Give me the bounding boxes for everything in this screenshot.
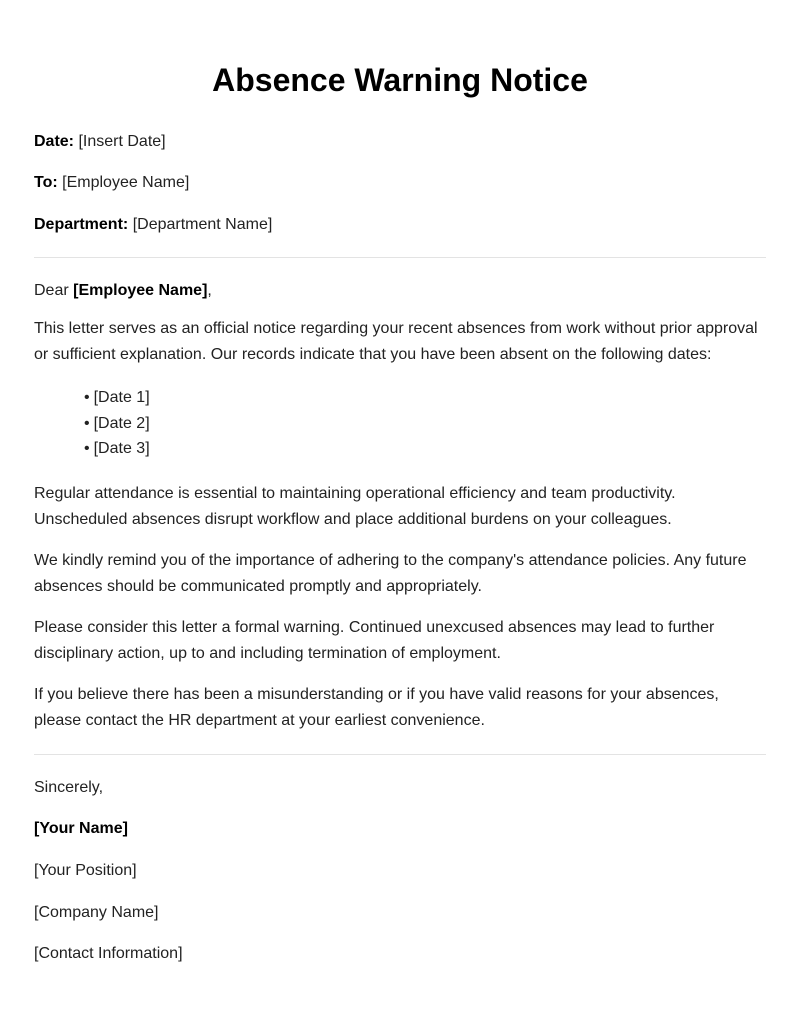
- bullet-icon: •: [84, 389, 90, 406]
- bullet-icon: •: [84, 414, 90, 432]
- signature-closing: Sincerely,: [34, 778, 104, 796]
- signature-company: [Company Name]: [34, 903, 159, 921]
- list-item: [84, 436, 766, 462]
- signature-contact: [Contact Information]: [34, 944, 183, 962]
- salutation-name: [Employee Name]: [73, 282, 208, 299]
- list-item: [84, 411, 766, 437]
- salutation: [34, 281, 766, 301]
- body-paragraph: If you believe there has been a misunderstanding or if you have valid reasons for your absences, please contact the HR department at your earliest convenience.: [34, 685, 719, 729]
- department-value: [Department Name]: [132, 216, 273, 233]
- department-label: Department:: [34, 216, 129, 233]
- body-paragraph: This letter serves as an official notice regarding your recent absences from work without prior approval or sufficient explanation. Our records indicate that you have been absent on the following dates:: [34, 320, 758, 363]
- meta-date: [34, 132, 766, 152]
- document-title: Absence Warning Notice: [212, 62, 588, 98]
- body-paragraph: Please consider this letter a formal warning. Continued unexcused absences may lead to further disciplinary action, up to and including termination of employment.: [34, 618, 715, 662]
- salutation-prefix: Dear: [34, 282, 69, 299]
- signature-divider: [34, 754, 766, 755]
- absence-date: [Date 3]: [93, 440, 150, 457]
- list-item: [84, 385, 766, 411]
- body-paragraph: Regular attendance is essential to maintaining operational efficiency and team productivity. Unscheduled absences disrupt workflow and place additional burdens on your colleagues.: [34, 484, 676, 528]
- body-paragraph: We kindly remind you of the importance of adhering to the company's attendance policies. Any future absences should be communicated promptly and appropriately.: [34, 551, 747, 595]
- to-label: To:: [34, 174, 58, 191]
- bullet-icon: •: [84, 440, 90, 457]
- meta-recipient: [34, 173, 766, 193]
- salutation-suffix: ,: [207, 282, 212, 299]
- signature-name: [Your Name]: [34, 819, 128, 837]
- header-divider: [34, 257, 766, 258]
- date-label: Date:: [34, 133, 75, 150]
- signature-position: [Your Position]: [34, 861, 137, 879]
- absence-date: [Date 1]: [93, 389, 150, 406]
- date-value: [Insert Date]: [78, 133, 166, 150]
- absence-dates-list: [34, 385, 766, 462]
- meta-department: [34, 215, 766, 235]
- to-value: [Employee Name]: [62, 174, 190, 191]
- absence-date: [Date 2]: [93, 414, 150, 432]
